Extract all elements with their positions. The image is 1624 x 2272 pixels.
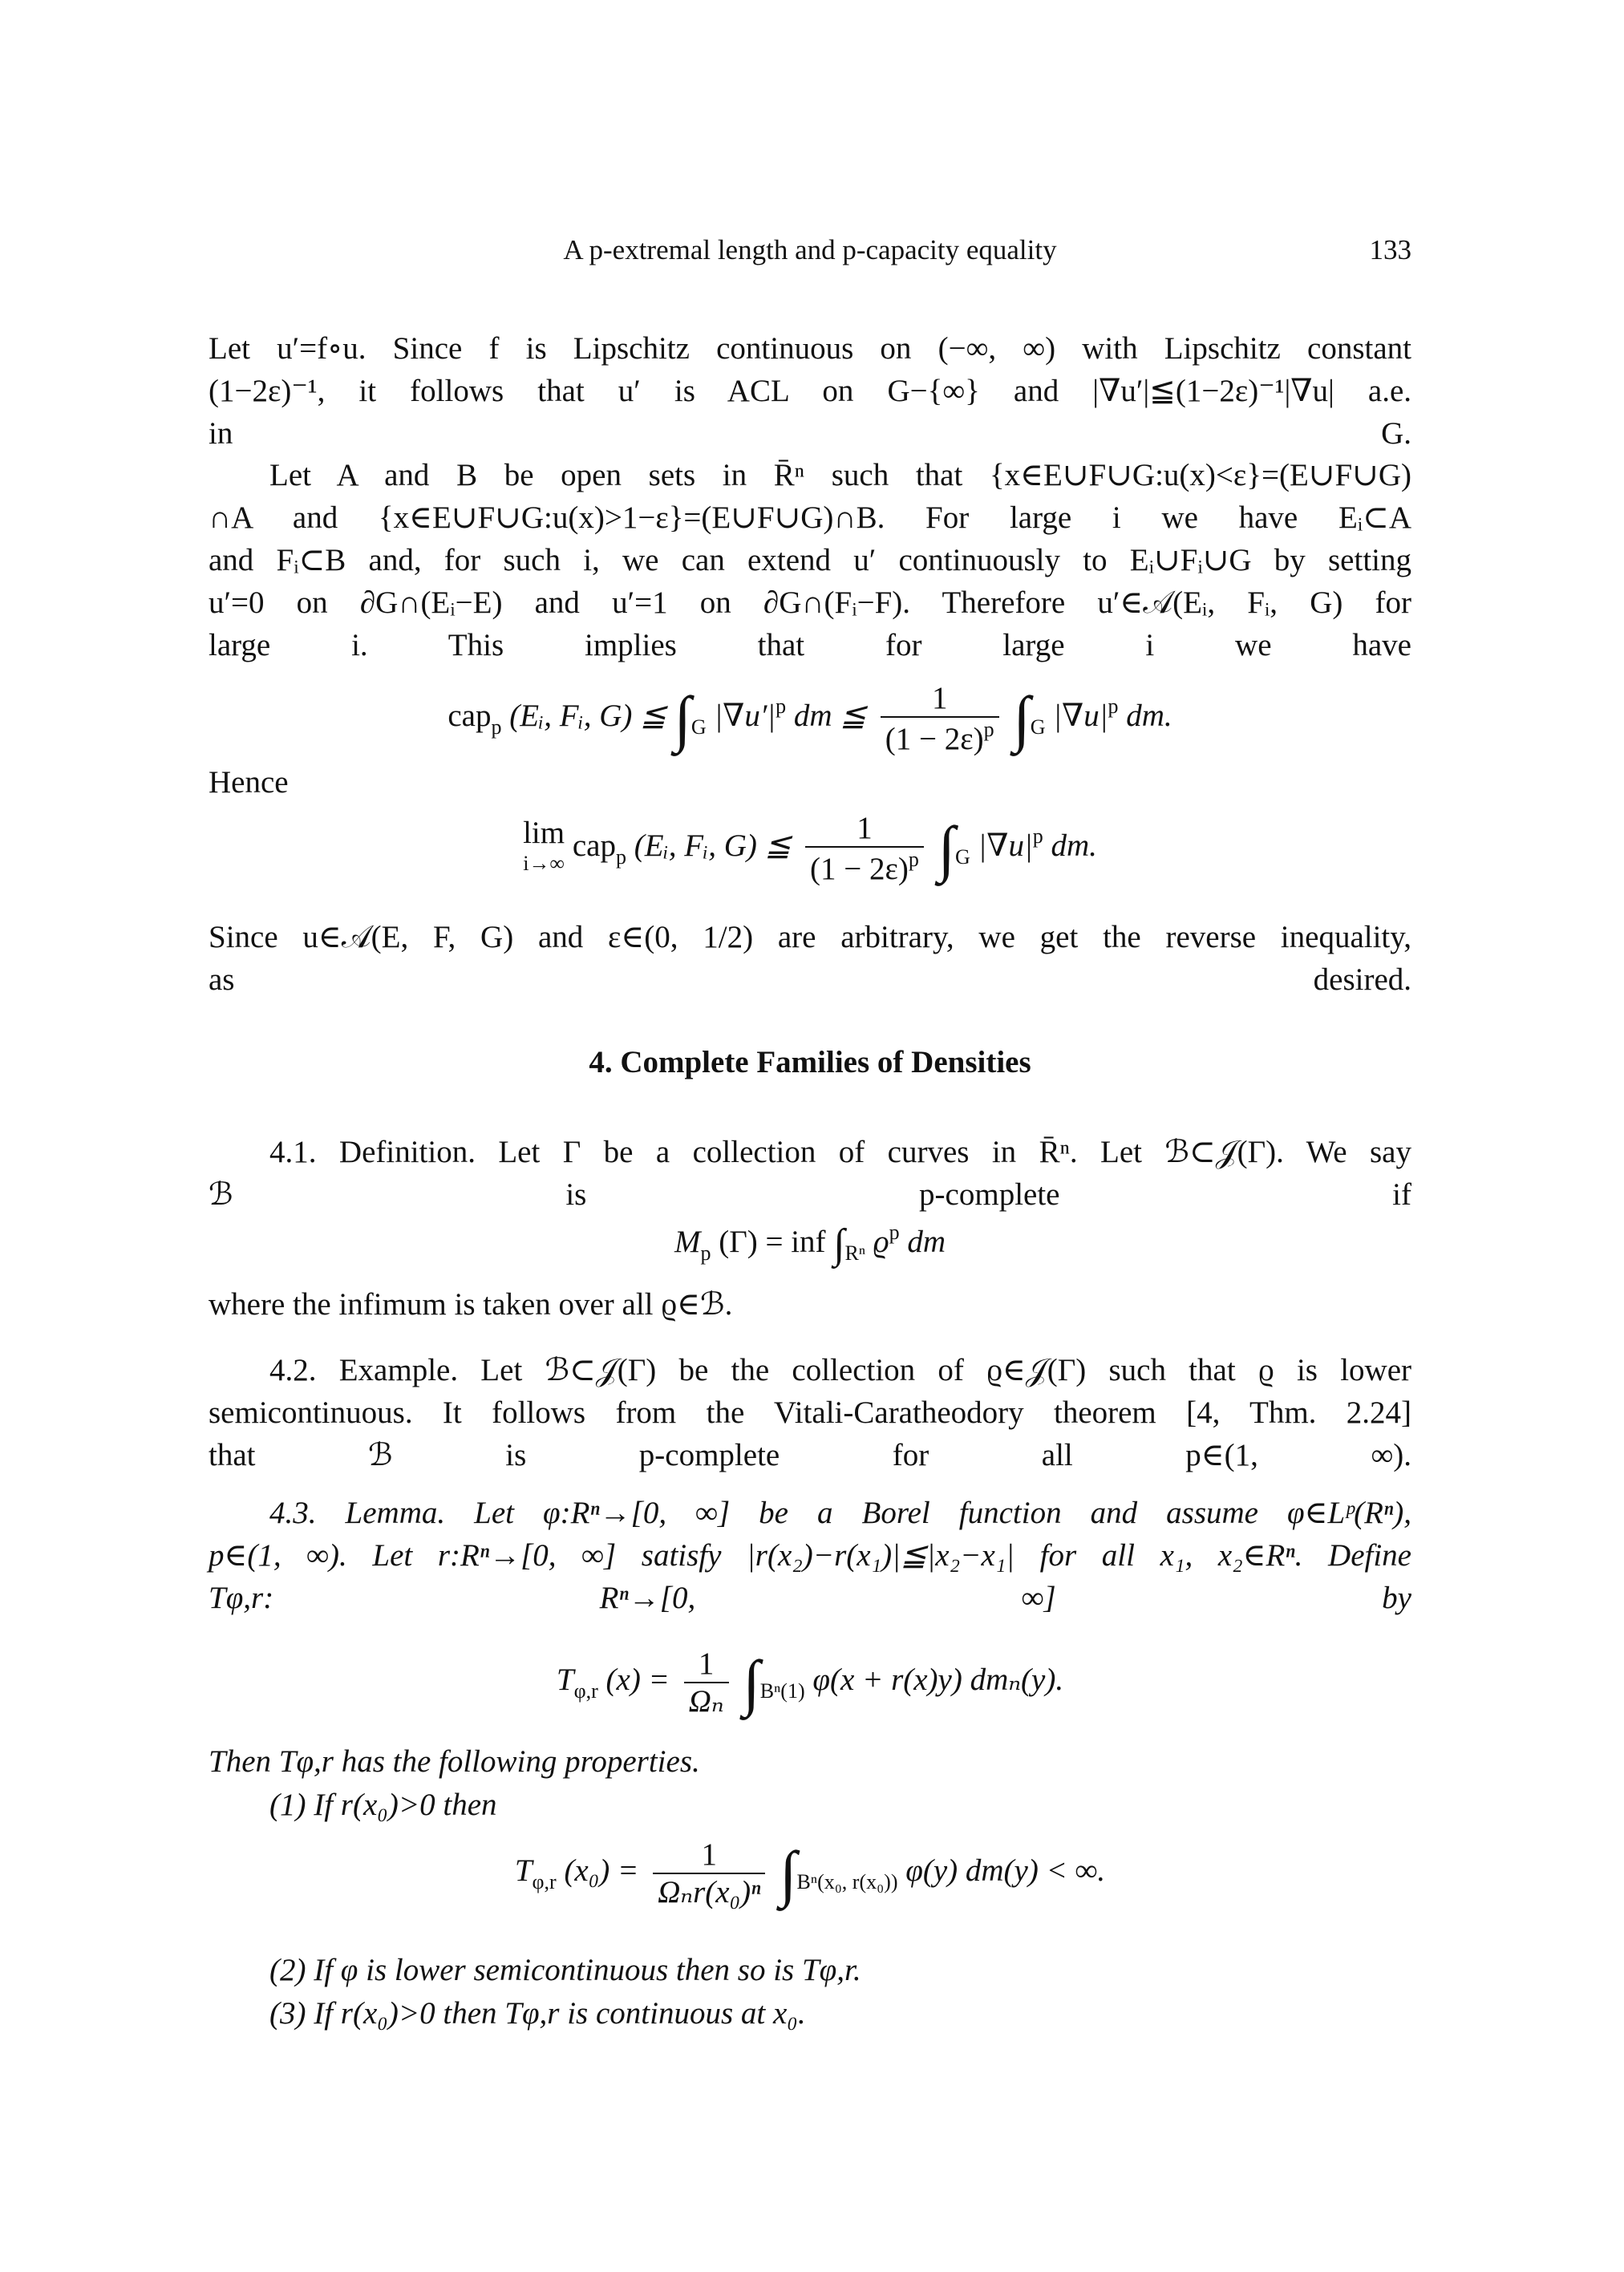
fraction-denominator: Ωₙr(x₀)ⁿ <box>658 1875 761 1910</box>
eq-measure: dm. <box>1126 698 1172 733</box>
eq-operator: T <box>514 1853 533 1888</box>
eq-modulus-symbol: M <box>674 1225 701 1259</box>
equation-T-at-x0 <box>209 1837 1411 1910</box>
integral-sign: ∫ <box>833 1221 845 1268</box>
property-1: (1) If r(x₀)>0 then <box>269 1788 497 1822</box>
eq-fraction <box>881 680 999 757</box>
equation-modulus <box>209 1221 1411 1266</box>
property-3: (3) If r(x₀)>0 then Tφ,r is continuous at x₀. <box>269 1996 806 2031</box>
eq-fraction <box>653 1837 765 1910</box>
fraction-denominator: (1 − 2ε) <box>810 852 909 886</box>
integral-sign: ∫ <box>743 1647 760 1717</box>
text-line: (1−2ε)⁻¹, it follows that u′ is ACL on G−{∞} and |∇u′|≦(1−2ε)⁻¹|∇u| a.e. <box>209 374 1411 408</box>
eq-exponent: p <box>1032 824 1043 848</box>
text-line: ∩A and {x∈E∪F∪G:u(x)>1−ε}=(E∪F∪G)∩B. For large i we have Eᵢ⊂A <box>209 500 1411 535</box>
paragraph-lipschitz <box>209 327 1411 455</box>
eq-domain: G <box>1030 715 1046 739</box>
property-2: (2) If φ is lower semicontinuous then so is Tφ,r. <box>269 1953 861 1987</box>
then-line: Then Tφ,r has the following properties. <box>209 1744 700 1779</box>
eq-integrand: φ(x + r(x)y) dmₙ(y). <box>812 1662 1064 1697</box>
text-line: large i. This implies that for large i we have <box>209 628 1411 662</box>
eq-cap-symbol: cap <box>448 698 492 733</box>
fraction-numerator: 1 <box>653 1837 765 1874</box>
integral-sign: ∫ <box>780 1838 797 1908</box>
running-title: A p-extremal length and p-capacity equality <box>563 234 1057 265</box>
text-line: and Fᵢ⊂B and, for such i, we can extend u′ continuously to Eᵢ∪Fᵢ∪G by setting <box>209 543 1411 577</box>
eq-subscript: φ,r <box>573 1679 598 1703</box>
eq-arguments: (Γ) = inf <box>719 1225 826 1259</box>
eq-integrand: |∇u′| <box>714 698 776 733</box>
eq-domain: Bⁿ(x₀, r(x₀)) <box>796 1869 898 1893</box>
integral-sign: ∫ <box>674 683 691 753</box>
eq-domain: Rⁿ <box>844 1241 866 1265</box>
eq-subscript: p <box>700 1241 711 1265</box>
lim-symbol: lim <box>523 816 565 850</box>
text-line: p∈(1, ∞). Let r:Rⁿ→[0, ∞] satisfy |r(x₂)−r(x₁)|≦|x₂−x₁| for all x₁, x₂∈Rⁿ. Define <box>209 1538 1411 1573</box>
hence-label: Hence <box>209 765 289 800</box>
eq-domain: G <box>955 844 970 869</box>
eq-domain: Bⁿ(1) <box>759 1679 805 1703</box>
lim-subscript: i→∞ <box>523 852 565 875</box>
where-line: where the infimum is taken over all ϱ∈ℬ. <box>209 1287 733 1322</box>
eq-measure: dm ≦ <box>793 698 867 733</box>
paragraph-since <box>209 916 1411 1001</box>
text-line: ℬ is p-complete if <box>209 1177 1411 1212</box>
equation-cap-bound <box>209 680 1411 757</box>
fraction-denominator: Ωₙ <box>688 1684 724 1719</box>
eq-subscript: p <box>615 844 626 869</box>
section-title: 4. Complete Families of Densities <box>589 1045 1031 1079</box>
eq-measure: dm <box>907 1225 946 1259</box>
eq-limit <box>523 818 565 879</box>
eq-arguments: (Eᵢ, Fᵢ, G) ≦ <box>509 698 666 733</box>
text-line: u′=0 on ∂G∩(Eᵢ−E) and u′=1 on ∂G∩(Fᵢ−F). Therefore u′∈𝒜(Eᵢ, Fᵢ, G) for <box>209 585 1411 620</box>
eq-arguments: (x) = <box>605 1662 670 1697</box>
eq-arguments: (Eᵢ, Fᵢ, G) ≦ <box>634 828 792 863</box>
example-4-2 <box>209 1349 1411 1476</box>
running-header <box>209 234 1411 274</box>
text-line: 4.1. Definition. Let Γ be a collection of curves in R̄ⁿ. Let ℬ⊂𝒥(Γ). We say <box>269 1135 1411 1169</box>
equation-T-definition <box>209 1646 1411 1719</box>
text-line: Since u∈𝒜(E, F, G) and ε∈(0, 1/2) are arbitrary, we get the reverse inequality, <box>209 920 1411 954</box>
text-line: that ℬ is p-complete for all p∈(1, ∞). <box>209 1438 1411 1472</box>
eq-integrand: φ(y) dm(y) < ∞. <box>905 1853 1106 1888</box>
eq-exponent: p <box>1108 694 1119 718</box>
lemma-4-3 <box>209 1492 1411 1619</box>
page-number: 133 <box>1369 234 1411 265</box>
eq-operator: T <box>556 1662 574 1697</box>
fraction-numerator: 1 <box>805 810 924 848</box>
text-line: Let u′=f∘u. Since f is Lipschitz continuous on (−∞, ∞) with Lipschitz constant <box>209 331 1411 366</box>
text-line: as desired. <box>209 962 1411 997</box>
eq-cap-symbol: cap <box>572 828 616 863</box>
fraction-denominator: (1 − 2ε) <box>885 722 984 756</box>
eq-fraction <box>805 810 924 887</box>
eq-integrand: |∇u| <box>978 828 1033 863</box>
text-line: Let A and B be open sets in R̄ⁿ such that {x∈E∪F∪G:u(x)<ε}=(E∪F∪G) <box>269 458 1411 492</box>
text-line: Tφ,r: Rⁿ→[0, ∞] by <box>209 1581 1411 1615</box>
integral-sign: ∫ <box>938 813 956 883</box>
eq-fraction <box>684 1646 729 1719</box>
eq-domain: G <box>691 715 707 739</box>
fraction-numerator: 1 <box>684 1646 729 1683</box>
eq-exponent: p <box>776 694 787 718</box>
integral-sign: ∫ <box>1013 683 1031 753</box>
eq-arguments: (x₀) = <box>564 1853 639 1888</box>
paragraph-open-sets <box>209 454 1411 666</box>
text-line: 4.3. Lemma. Let φ:Rⁿ→[0, ∞] be a Borel function and assume φ∈Lᵖ(Rⁿ), <box>269 1496 1411 1530</box>
text-line: 4.2. Example. Let ℬ⊂𝒥(Γ) be the collection of ϱ∈𝒥(Γ) such that ϱ is lower <box>269 1353 1411 1387</box>
eq-exponent: p <box>889 1221 900 1244</box>
text-line: semicontinuous. It follows from the Vitali-Caratheodory theorem [4, Thm. 2.24] <box>209 1395 1411 1430</box>
fraction-numerator: 1 <box>881 680 999 718</box>
equation-limit <box>209 810 1411 887</box>
eq-subscript: φ,r <box>532 1869 557 1893</box>
eq-integrand: |∇u| <box>1053 698 1108 733</box>
eq-exponent: p <box>983 718 994 741</box>
eq-subscript: p <box>491 715 502 739</box>
definition-4-1 <box>209 1131 1411 1216</box>
eq-exponent: p <box>908 848 919 871</box>
text-line: in G. <box>209 416 1411 451</box>
eq-measure: dm. <box>1051 828 1097 863</box>
eq-integrand: ϱ <box>873 1225 889 1259</box>
